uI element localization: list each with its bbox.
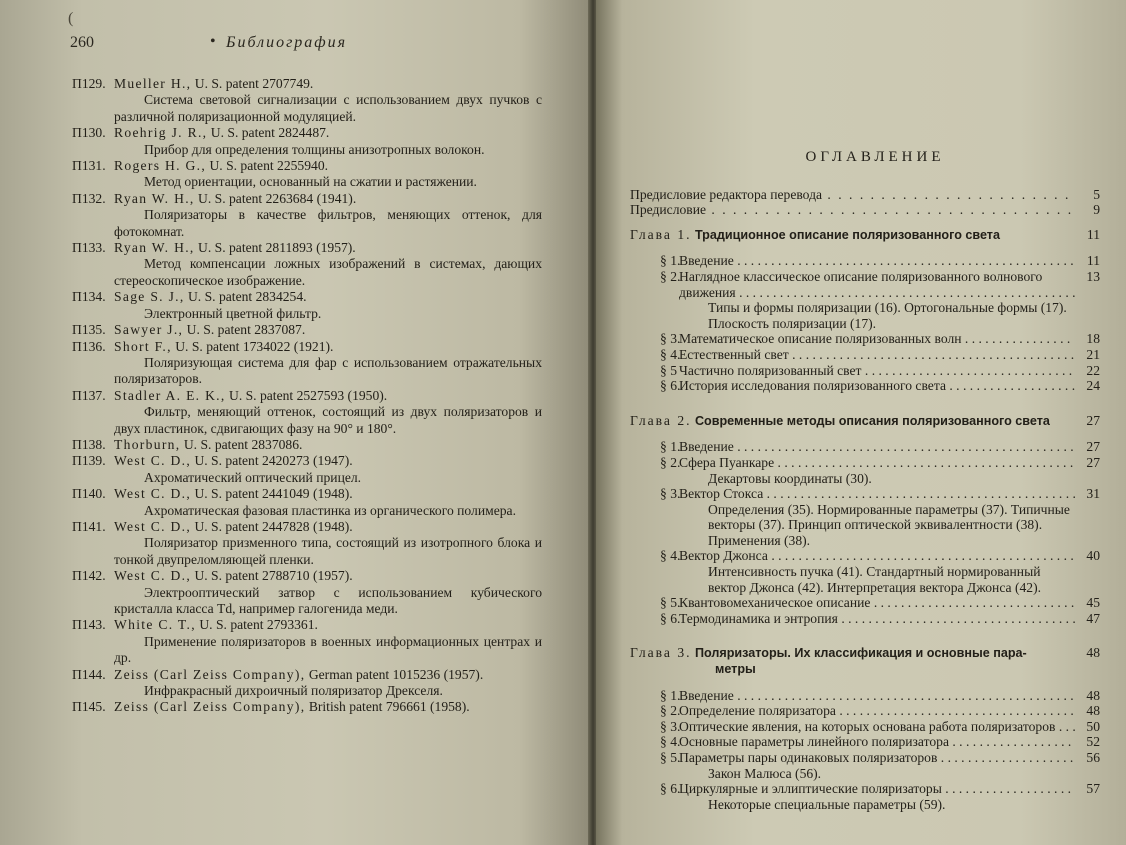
entry-heading (72, 76, 542, 92)
toc-section (630, 269, 1100, 300)
bib-entry (72, 667, 542, 700)
entry-heading (72, 519, 542, 535)
section-title: Основные параметры линейного поляризатора (679, 734, 949, 750)
entry-number: П131. (72, 158, 106, 174)
entry-description: Ахроматическая фазовая пластинка из органического полимера. (144, 502, 516, 518)
toc-entry-title: Предисловие редактора перевода (630, 186, 823, 202)
section-number: § 3. (660, 331, 681, 347)
entry-source: U. S. patent 2263684 (1941). (198, 190, 357, 206)
entry-heading (72, 437, 542, 453)
entry-source: U. S. patent 2447828 (1948). (194, 518, 353, 534)
dot-leader: . . . . . . . . . . . . . . . . . . . (941, 781, 1072, 797)
section-number: § 5. (660, 595, 681, 611)
entry-source: U. S. patent 1734022 (1921). (175, 338, 334, 354)
entry-author: Roehrig J. R., (114, 125, 208, 141)
chapter-page: 27 (1086, 412, 1100, 428)
section-page: 48 (1086, 687, 1100, 703)
bib-entry (72, 158, 542, 191)
section-title: Частично поляризованный свет (679, 362, 862, 378)
section-subtopics: Декартовы координаты (30). (708, 470, 872, 486)
running-head-title: Библиография (226, 34, 348, 51)
chapter-title: Традиционное описание поляризованного света (694, 227, 1000, 242)
running-head (70, 34, 540, 56)
bib-entry (72, 240, 542, 289)
section-number: § 5. (660, 750, 681, 765)
entry-source: U. S. patent 2707749. (194, 76, 314, 91)
entry-number: П141. (72, 518, 106, 534)
dot-leader: . . . (1055, 718, 1076, 734)
bib-entry (72, 289, 542, 322)
entry-heading (72, 617, 542, 633)
entry-description: Метод компенсации ложных изображений в системах, дающих стереоскопическое изображение. (114, 256, 542, 288)
chapter-title: Современные методы описания поляризованного света (694, 413, 1050, 428)
chapter-label: Глава 3. (630, 645, 692, 661)
entry-number: П144. (72, 666, 106, 682)
section-page: 56 (1086, 750, 1100, 765)
bib-entry (72, 125, 542, 158)
entry-source: U. S. patent 2420273 (1947). (194, 453, 353, 469)
toc-section (630, 347, 1100, 363)
entry-description: Прибор для определения толщины анизотропных волокон. (144, 141, 485, 157)
entry-description: Метод ориентации, основанный на сжатии и растяжении. (144, 174, 477, 190)
section-page: 50 (1086, 718, 1100, 734)
entry-number: П143. (72, 617, 106, 633)
toc-section (630, 750, 1100, 766)
section-number: § 5 (660, 362, 677, 378)
toc-section (630, 719, 1100, 735)
entry-number: П139. (72, 453, 106, 469)
entry-source: German patent 1015236 (1957). (308, 666, 484, 682)
entry-heading (72, 240, 542, 256)
toc-section (630, 734, 1100, 750)
bib-entry (72, 699, 542, 715)
chapter-gap (630, 626, 1100, 636)
entry-author: West C. D., (114, 453, 192, 469)
toc-section (630, 439, 1100, 455)
section-title: Определение поляризатора (679, 703, 836, 719)
entry-author: Sage S. J., (114, 289, 185, 305)
section-title: Оптические явления, на которых основана работа поляризаторов (679, 718, 1056, 734)
dot-leader: . . . . . . . . . . . . . . . . . . . . . . . . . . . . . . . . . . . (835, 703, 1074, 719)
entry-heading (72, 486, 542, 502)
entry-number: П137. (72, 387, 106, 403)
entry-number: П135. (72, 322, 106, 338)
entry-author: Rogers H. G., (114, 158, 207, 174)
section-title: Естественный свет (679, 346, 789, 362)
section-title: Введение (679, 439, 734, 455)
entry-number: П130. (72, 125, 106, 141)
section-number: § 2. (660, 454, 681, 470)
toc-title: ОГЛАВЛЕНИЕ (805, 149, 945, 165)
entry-heading (72, 158, 542, 174)
entry-description: Поляризаторы в качестве фильтров, меняющих оттенок, для фотокомнат. (114, 207, 542, 239)
entry-number: П145. (72, 699, 106, 715)
section-title: Вектор Стокса (679, 486, 764, 502)
toc-section (630, 331, 1100, 347)
section-number: § 3. (660, 486, 681, 502)
entry-source: U. S. patent 2793361. (199, 617, 318, 633)
entry-source: U. S. patent 2811893 (1957). (198, 240, 356, 256)
entry-heading (72, 568, 542, 584)
entry-author: Thorburn, (114, 436, 181, 452)
dot-leader: . . . . . . . . . . . . . . . . . . . . . . . (822, 186, 1071, 202)
section-subtopics: Определения (35). Нормированные параметры (37). Типичные векторы (37). Принцип оптической эквивалентности (38). Применения (38). (708, 501, 1070, 548)
section-number: § 1. (660, 253, 681, 269)
section-title: История исследования поляризованного света (679, 378, 946, 394)
entry-heading (72, 667, 542, 683)
entry-heading (72, 322, 542, 338)
bib-entry (72, 388, 542, 437)
toc-section (630, 688, 1100, 704)
section-page: 13 (1086, 268, 1100, 284)
section-number: § 3. (660, 718, 681, 734)
entry-source: U. S. patent 2527593 (1950). (229, 387, 388, 403)
section-page: 52 (1086, 734, 1100, 750)
chapter-label: Глава 1. (630, 226, 692, 242)
toc-entry (630, 187, 1100, 203)
section-subtopics: Интенсивность пучка (41). Стандартный нормированный вектор Джонса (42). Интерпретация вектора Джонса (42). (708, 564, 1041, 595)
bib-entry (72, 322, 542, 338)
entry-source: U. S. patent 2834254. (187, 289, 307, 305)
entry-author: Mueller H., (114, 76, 192, 91)
entry-source: U. S. patent 2837087. (186, 322, 306, 338)
entry-number: П138. (72, 436, 106, 452)
dot-leader: . . . . . . . . . . . . . . . . . . . . . . . . . . . . . . . . . . (706, 202, 1074, 218)
chapter-gap (630, 429, 1100, 439)
section-title: Вектор Джонса (679, 548, 768, 564)
bib-entry (72, 437, 542, 453)
toc-entry (630, 202, 1100, 218)
entry-number: П132. (72, 190, 106, 206)
chapter-page: 11 (1086, 226, 1100, 242)
dot-leader: . . . . . . . . . . . . . . . . . . (948, 734, 1072, 750)
bib-entry (72, 339, 542, 388)
section-number: § 6. (660, 610, 681, 626)
entry-heading (72, 339, 542, 355)
bibliography-list (72, 76, 542, 716)
section-number: § 6. (660, 781, 681, 797)
section-number: § 2. (660, 703, 681, 719)
chapter-page: 48 (1086, 645, 1100, 661)
entry-description: Электронный цветной фильтр. (144, 305, 322, 321)
page-number: 260 (70, 34, 94, 51)
section-page: 27 (1086, 439, 1100, 455)
section-number: § 2. (660, 268, 681, 284)
entry-description: Электрооптический затвор с использованием кубического кристалла класса Td, например галогенида меди. (114, 584, 542, 616)
dot-leader: . . . . . . . . . . . . . . . . . . . . . . . . . . . . . . . . . . . . . . . . . . . . (774, 454, 1074, 470)
section-number: § 4. (660, 734, 681, 750)
section-page: 57 (1086, 781, 1100, 797)
entry-author: Zeiss (Carl Zeiss Company), (114, 666, 306, 682)
section-subtopics: Некоторые специальные параметры (59). (708, 796, 946, 812)
dot-leader: . . . . . . . . . . . . . . . . . . . . . . . . . . . . . . (870, 595, 1075, 611)
chapter-gap (630, 678, 1100, 688)
dot-leader: . . . . . . . . . . . . . . . . . . . . . . . . . . . . . . . . . . . . . . . . . . (788, 346, 1075, 362)
chapter-label: Глава 2. (630, 412, 692, 428)
toc-chapter (630, 227, 1100, 244)
bib-entry (72, 568, 542, 617)
dot-leader: . . . . . . . . . . . . . . . . . . . . . . . . . . . . . . . (861, 362, 1073, 378)
dot-leader: . . . . . . . . . . . . . . . . . . . . . . . . . . . . . . . . . . . . . . . . . . . . . . . . . . (735, 284, 1076, 300)
dot-leader: . . . . . . . . . . . . . . . . (961, 331, 1071, 347)
entry-author: Ryan W. H., (114, 240, 195, 256)
dot-leader: . . . . . . . . . . . . . . . . . . . . . . . . . . . . . . . . . . . (837, 610, 1076, 626)
corner-mark: ( (68, 10, 74, 27)
section-title: Сфера Пуанкаре (679, 454, 775, 470)
section-page: 18 (1086, 331, 1100, 347)
bib-entry (72, 617, 542, 666)
running-head-bullet: • (210, 33, 216, 50)
entry-source: U. S. patent 2788710 (1957). (194, 568, 353, 584)
bib-entry (72, 191, 542, 240)
entry-heading (72, 388, 542, 404)
section-page: 21 (1086, 346, 1100, 362)
entry-source: U. S. patent 2255940. (209, 158, 329, 174)
toc-chapter (630, 645, 1100, 662)
section-number: § 1. (660, 687, 681, 703)
bib-entry (72, 453, 542, 486)
section-page: 24 (1086, 378, 1100, 394)
chapter-title: Поляризаторы. Их классификация и основные пара- (694, 646, 1027, 661)
section-page: 31 (1086, 486, 1100, 502)
entry-author: White C. T., (114, 617, 196, 633)
section-page: 40 (1086, 548, 1100, 564)
chapter-gap (630, 243, 1100, 253)
dot-leader: . . . . . . . . . . . . . . . . . . . . . . . . . . . . . . . . . . . . . . . . . . . . . . (763, 486, 1076, 502)
entry-heading (72, 699, 542, 715)
entry-author: Short F., (114, 338, 172, 354)
entry-description: Инфракрасный дихроичный поляризатор Дрекселя. (144, 683, 443, 699)
entry-source: U. S. patent 2824487. (210, 125, 330, 141)
chapter-title-continued: метры (715, 662, 756, 677)
section-page: 22 (1086, 362, 1100, 378)
entry-heading (72, 191, 542, 207)
toc-entry-page: 9 (1093, 202, 1100, 218)
section-title: Математическое описание поляризованных волн (679, 331, 962, 347)
entry-source: British patent 796661 (1958). (308, 699, 470, 715)
toc-section (630, 781, 1100, 797)
entry-author: West C. D., (114, 486, 192, 502)
entry-author: West C. D., (114, 518, 192, 534)
dot-leader: . . . . . . . . . . . . . . . . . . . . . . . . . . . . . . . . . . . . . . . . . . . . . . . . . . (733, 687, 1074, 703)
entry-heading (72, 453, 542, 469)
toc-section (630, 253, 1100, 269)
entry-author: West C. D., (114, 568, 192, 584)
entry-heading (72, 289, 542, 305)
toc-chapters (630, 227, 1100, 823)
entry-description: Поляризатор призменного типа, состоящий из изотропного блока и тонкой двупреломляющей пленки. (114, 535, 542, 567)
bib-entry (72, 519, 542, 568)
toc-entry-title: Предисловие (630, 202, 707, 218)
entry-number: П134. (72, 289, 106, 305)
entry-heading (72, 125, 542, 141)
section-title: Наглядное классическое описание поляризованного волнового движения (679, 268, 1043, 300)
section-title: Введение (679, 253, 734, 269)
entry-author: Sawyer J., (114, 322, 184, 338)
dot-leader: . . . . . . . . . . . . . . . . . . . . (937, 750, 1074, 765)
entry-number: П142. (72, 568, 106, 584)
entry-author: Stadler A. E. K., (114, 387, 226, 403)
toc-prefaces (630, 187, 1100, 218)
entry-number: П140. (72, 486, 106, 502)
section-page: 48 (1086, 703, 1100, 719)
dot-leader: . . . . . . . . . . . . . . . . . . . . . . . . . . . . . . . . . . . . . . . . . . . . . . . . . . (733, 439, 1074, 455)
section-number: § 1. (660, 439, 681, 455)
entry-number: П136. (72, 338, 106, 354)
section-title: Квантовомеханическое описание (679, 595, 871, 611)
entry-number: П133. (72, 240, 106, 256)
table-of-contents (630, 150, 1100, 822)
toc-entry-page: 5 (1093, 186, 1100, 202)
section-page: 45 (1086, 595, 1100, 611)
entry-author: Zeiss (Carl Zeiss Company), (114, 699, 306, 715)
entry-number: П129. (72, 76, 106, 91)
toc-section (630, 548, 1100, 564)
section-number: § 4. (660, 346, 681, 362)
bib-entry (72, 76, 542, 125)
entry-description: Ахроматический оптический прицел. (144, 469, 362, 485)
entry-source: U. S. patent 2441049 (1948). (194, 486, 353, 502)
section-title: Параметры пары одинаковых поляризаторов (679, 750, 938, 765)
dot-leader: . . . . . . . . . . . . . . . . . . . . . . . . . . . . . . . . . . . . . . . . . . . . . (767, 548, 1074, 564)
entry-source: U. S. patent 2837086. (183, 436, 303, 452)
section-page: 11 (1086, 253, 1100, 269)
section-title: Введение (679, 687, 734, 703)
chapter-gap (630, 812, 1100, 822)
entry-description: Система световой сигнализации с использованием двух пучков с различной поляризационной модуляцией. (114, 92, 542, 124)
bib-entry (72, 486, 542, 519)
entry-description: Поляризующая система для фар с использованием отражательных поляризаторов. (114, 354, 542, 387)
section-number: § 6. (660, 378, 681, 394)
section-subtopics: Закон Малюса (56). (708, 765, 822, 781)
toc-section (630, 378, 1100, 394)
toc-section (630, 595, 1100, 611)
dot-leader: . . . . . . . . . . . . . . . . . . . (945, 378, 1076, 394)
toc-section (630, 486, 1100, 502)
section-subtopics: Типы и формы поляризации (16). Ортогональные формы (17). Плоскость поляризации (17). (708, 300, 1067, 331)
toc-section (630, 455, 1100, 471)
section-page: 47 (1086, 610, 1100, 626)
toc-section (630, 611, 1100, 627)
toc-section (630, 363, 1100, 379)
dot-leader: . . . . . . . . . . . . . . . . . . . . . . . . . . . . . . . . . . . . . . . . . . . . . . . . . . (733, 253, 1074, 269)
section-page: 27 (1086, 454, 1100, 470)
section-number: § 4. (660, 548, 681, 564)
chapter-gap (630, 394, 1100, 404)
section-title: Термодинамика и энтропия (679, 610, 838, 626)
section-title: Циркулярные и эллиптические поляризаторы (679, 781, 942, 797)
entry-author: Ryan W. H., (114, 190, 195, 206)
toc-chapter (630, 413, 1100, 430)
entry-description: Фильтр, меняющий оттенок, состоящий из двух поляризаторов и двух пластинок, сдвигающих фазу на 90° и 180°. (114, 404, 542, 436)
toc-section (630, 703, 1100, 719)
entry-description: Применение поляризаторов в военных информационных центрах и др. (114, 633, 542, 666)
